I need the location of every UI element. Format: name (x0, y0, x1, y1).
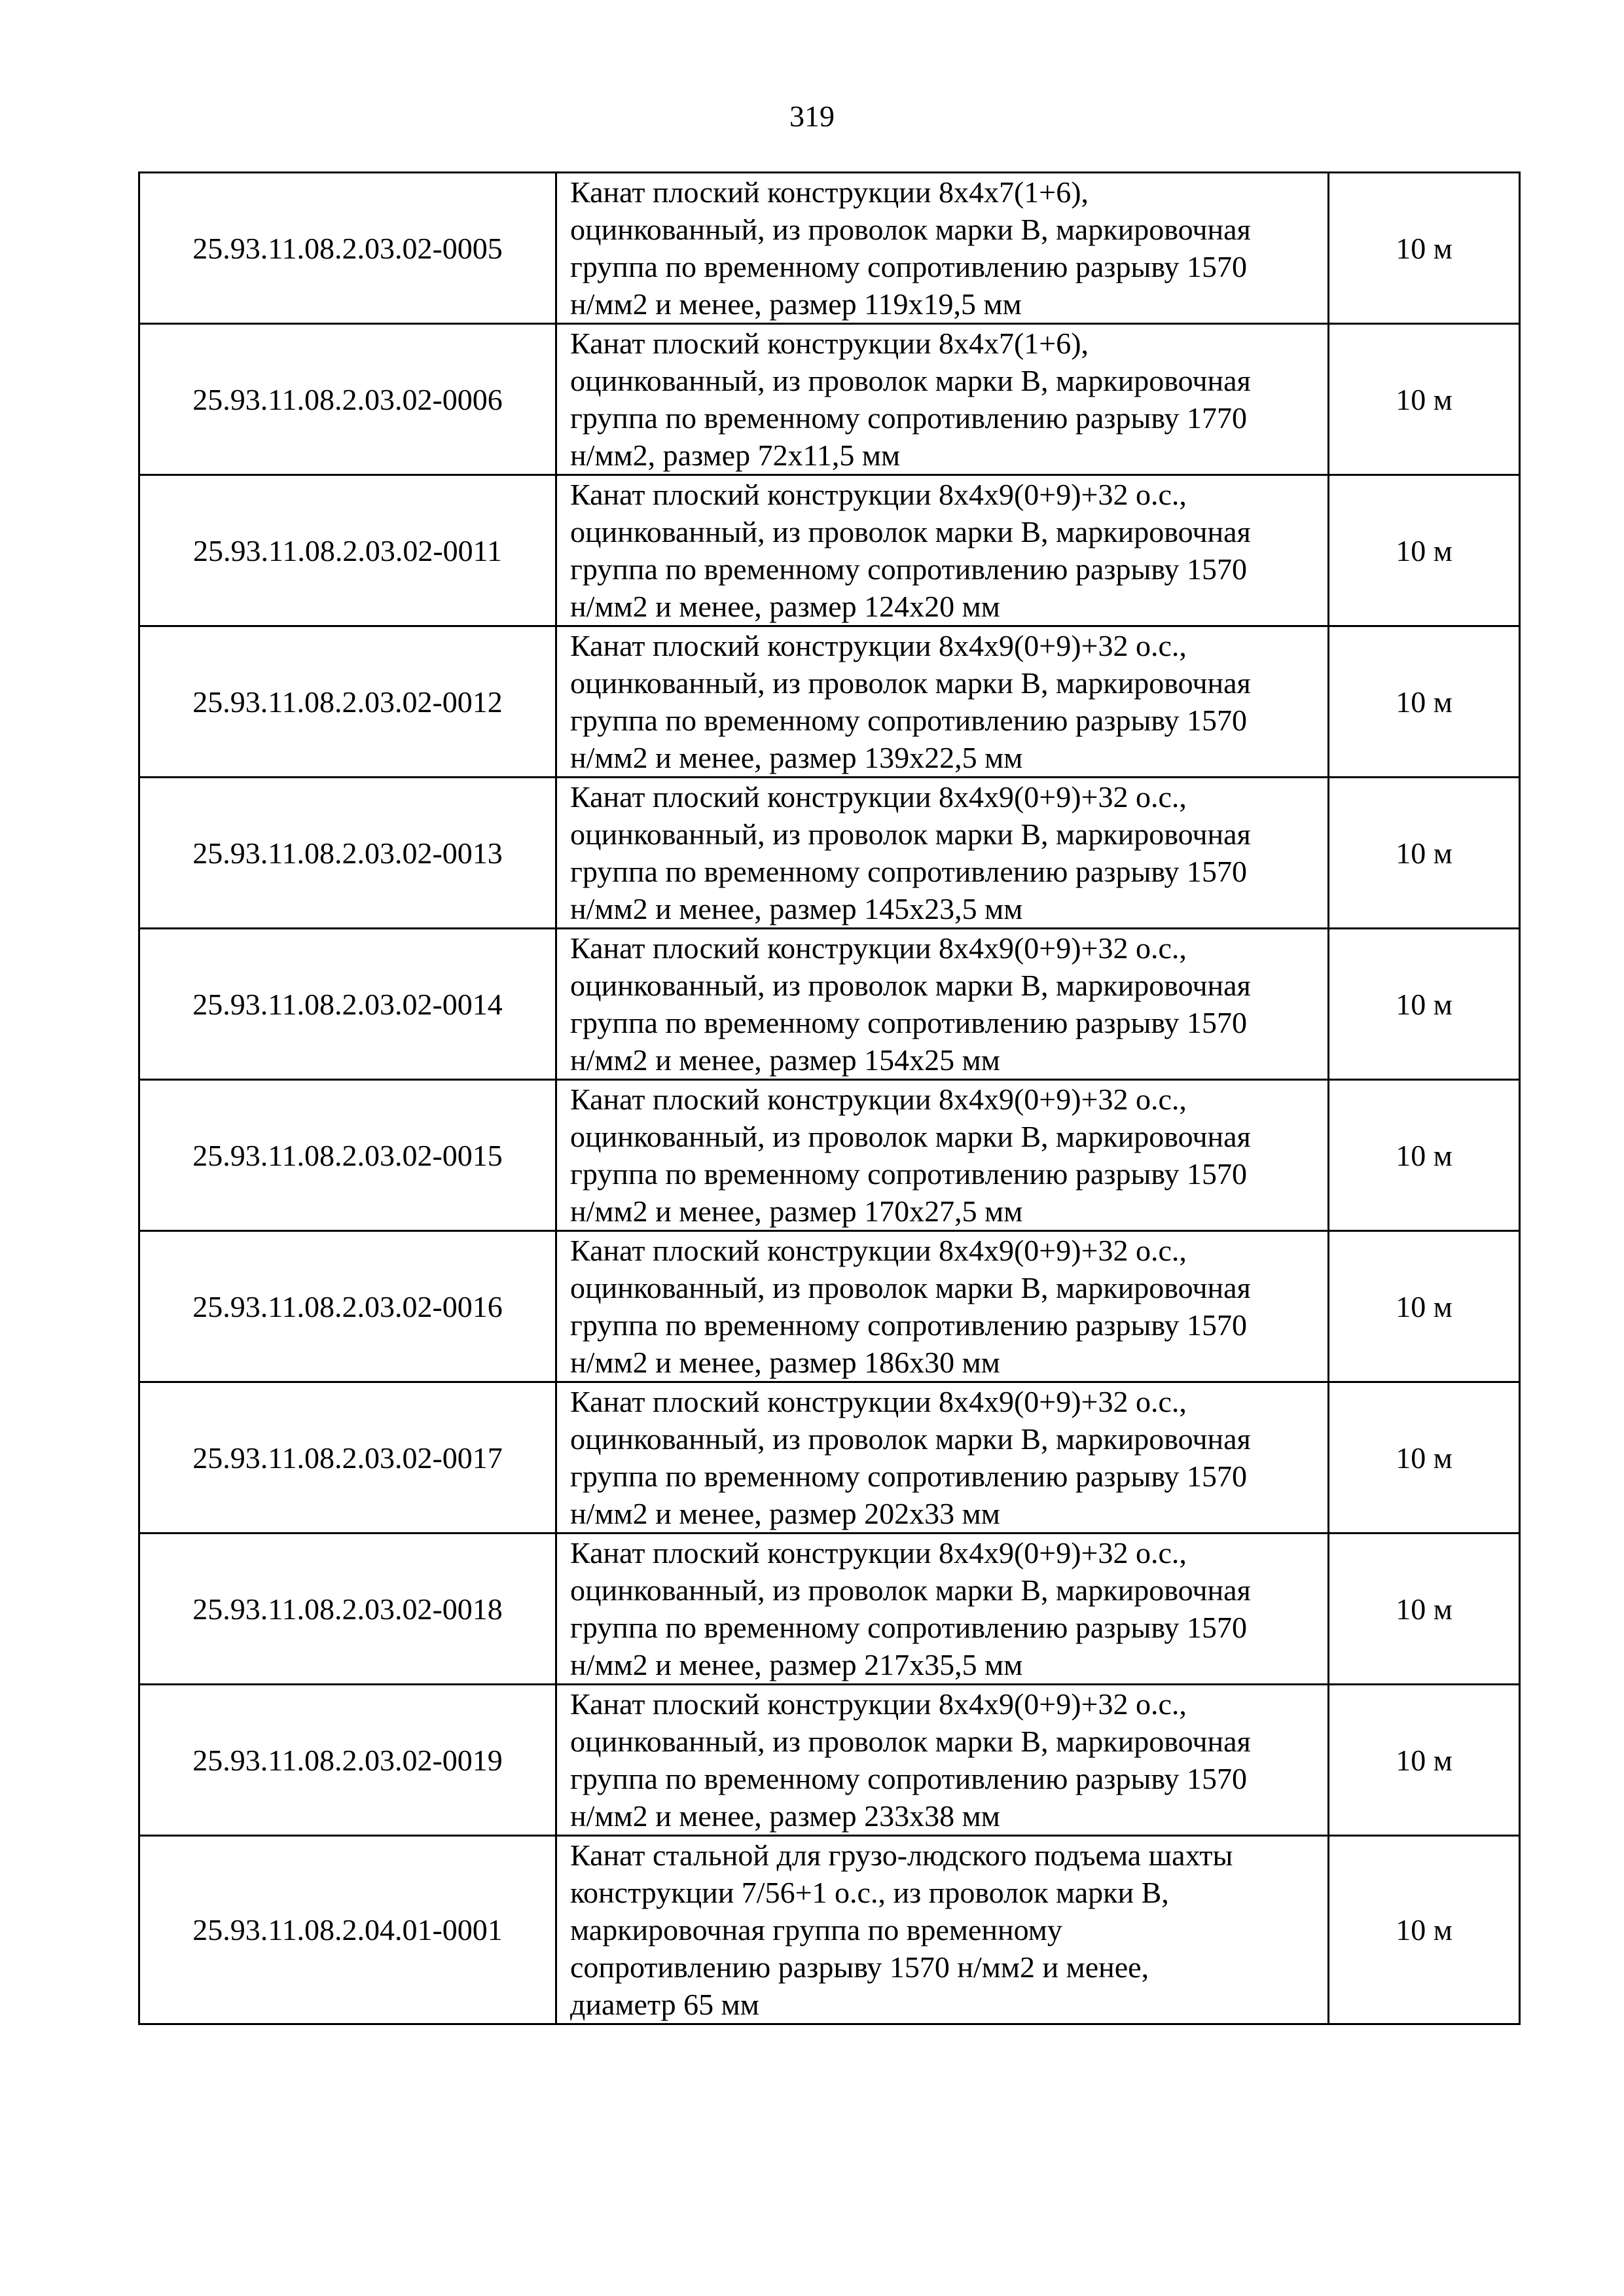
resource-description-cell (556, 778, 1329, 929)
resource-description-cell (556, 475, 1329, 626)
description-line: группа по временному сопротивлению разрыву 1570 (570, 1460, 1248, 1493)
description-line: Канат плоский конструкции 8х4х9(0+9)+32 о.с., (570, 478, 1187, 511)
resource-description-cell (556, 1685, 1329, 1836)
resource-code-cell: 25.93.11.08.2.03.02-0016 (139, 1231, 556, 1382)
table-row (139, 626, 1520, 778)
page-number: 319 (789, 99, 835, 133)
description-line: н/мм2 и менее, размер 124х20 мм (570, 590, 1000, 623)
unit-cell: 10 м (1329, 1836, 1520, 2024)
description-line: группа по временному сопротивлению разрыву 1570 (570, 704, 1248, 737)
description-line: н/мм2 и менее, размер 202х33 мм (570, 1497, 1000, 1530)
description-line: диаметр 65 мм (570, 1988, 759, 2021)
description-line: Канат плоский конструкции 8х4х9(0+9)+32 о.с., (570, 629, 1187, 662)
resource-code-cell: 25.93.11.08.2.03.02-0014 (139, 929, 556, 1080)
description-line: группа по временному сопротивлению разрыву 1570 (570, 552, 1248, 586)
unit-cell: 10 м (1329, 929, 1520, 1080)
description-line: Канат плоский конструкции 8х4х9(0+9)+32 о.с., (570, 1234, 1187, 1267)
resource-code-cell: 25.93.11.08.2.03.02-0012 (139, 626, 556, 778)
unit-cell: 10 м (1329, 1382, 1520, 1534)
description-line: Канат плоский конструкции 8х4х7(1+6), (570, 175, 1089, 209)
resource-description-cell (556, 626, 1329, 778)
resource-code-cell: 25.93.11.08.2.03.02-0018 (139, 1534, 556, 1685)
unit-cell: 10 м (1329, 778, 1520, 929)
description-line: оцинкованный, из проволок марки В, маркировочная (570, 1725, 1251, 1758)
resource-description-cell (556, 929, 1329, 1080)
resource-code-cell: 25.93.11.08.2.03.02-0005 (139, 173, 556, 324)
resource-code-cell: 25.93.11.08.2.03.02-0019 (139, 1685, 556, 1836)
description-line: Канат плоский конструкции 8х4х9(0+9)+32 о.с., (570, 1687, 1187, 1721)
description-line: оцинкованный, из проволок марки В, маркировочная (570, 515, 1251, 548)
description-line: оцинкованный, из проволок марки В, маркировочная (570, 817, 1251, 851)
table-row (139, 1231, 1520, 1382)
description-line: н/мм2 и менее, размер 170х27,5 мм (570, 1194, 1023, 1228)
resource-code-cell: 25.93.11.08.2.03.02-0006 (139, 324, 556, 475)
table-row (139, 1836, 1520, 2024)
table-row (139, 324, 1520, 475)
description-line: группа по временному сопротивлению разрыву 1570 (570, 1611, 1248, 1644)
resource-description-cell (556, 1080, 1329, 1231)
description-line: н/мм2 и менее, размер 119х19,5 мм (570, 287, 1022, 321)
table-row (139, 1685, 1520, 1836)
description-line: оцинкованный, из проволок марки В, маркировочная (570, 666, 1251, 700)
unit-cell: 10 м (1329, 324, 1520, 475)
description-line: маркировочная группа по временному (570, 1913, 1062, 1946)
resource-code-cell: 25.93.11.08.2.03.02-0011 (139, 475, 556, 626)
unit-cell: 10 м (1329, 1231, 1520, 1382)
resource-code-cell: 25.93.11.08.2.04.01-0001 (139, 1836, 556, 2024)
description-line: оцинкованный, из проволок марки В, маркировочная (570, 364, 1251, 397)
unit-cell: 10 м (1329, 1080, 1520, 1231)
description-line: Канат стальной для грузо-людского подъема шахты (570, 1839, 1233, 1872)
resource-description-cell (556, 1534, 1329, 1685)
description-line: н/мм2 и менее, размер 217х35,5 мм (570, 1648, 1023, 1681)
table-row (139, 1080, 1520, 1231)
description-line: н/мм2, размер 72х11,5 мм (570, 439, 901, 472)
resource-code-cell: 25.93.11.08.2.03.02-0017 (139, 1382, 556, 1534)
description-line: н/мм2 и менее, размер 186х30 мм (570, 1346, 1000, 1379)
description-line: конструкции 7/56+1 о.с., из проволок марки В, (570, 1876, 1169, 1909)
table-row (139, 1534, 1520, 1685)
resource-table (138, 171, 1521, 2025)
description-line: Канат плоский конструкции 8х4х9(0+9)+32 о.с., (570, 931, 1187, 965)
resource-description-cell (556, 1836, 1329, 2024)
description-line: оцинкованный, из проволок марки В, маркировочная (570, 1422, 1251, 1456)
resource-description-cell (556, 173, 1329, 324)
unit-cell: 10 м (1329, 173, 1520, 324)
description-line: группа по временному сопротивлению разрыву 1570 (570, 855, 1248, 888)
description-line: н/мм2 и менее, размер 145х23,5 мм (570, 892, 1023, 925)
resource-code-cell: 25.93.11.08.2.03.02-0013 (139, 778, 556, 929)
unit-cell: 10 м (1329, 475, 1520, 626)
description-line: Канат плоский конструкции 8х4х9(0+9)+32 о.с., (570, 780, 1187, 814)
description-line: Канат плоский конструкции 8х4х7(1+6), (570, 327, 1089, 360)
table-row (139, 778, 1520, 929)
description-line: н/мм2 и менее, размер 154х25 мм (570, 1043, 1000, 1077)
description-line: оцинкованный, из проволок марки В, маркировочная (570, 1573, 1251, 1607)
description-line: н/мм2 и менее, размер 139х22,5 мм (570, 741, 1023, 774)
resource-description-cell (556, 324, 1329, 475)
unit-cell: 10 м (1329, 1534, 1520, 1685)
description-line: группа по временному сопротивлению разрыву 1570 (570, 1308, 1248, 1342)
description-line: оцинкованный, из проволок марки В, маркировочная (570, 1271, 1251, 1304)
description-line: группа по временному сопротивлению разрыву 1770 (570, 401, 1248, 435)
resource-description-cell (556, 1231, 1329, 1382)
description-line: н/мм2 и менее, размер 233х38 мм (570, 1799, 1000, 1833)
resource-description-cell (556, 1382, 1329, 1534)
description-line: оцинкованный, из проволок марки В, маркировочная (570, 1120, 1251, 1153)
table-row (139, 173, 1520, 324)
description-line: сопротивлению разрыву 1570 н/мм2 и менее, (570, 1950, 1149, 1984)
resource-code-cell: 25.93.11.08.2.03.02-0015 (139, 1080, 556, 1231)
description-line: группа по временному сопротивлению разрыву 1570 (570, 1006, 1248, 1039)
description-line: Канат плоский конструкции 8х4х9(0+9)+32 о.с., (570, 1536, 1187, 1570)
table-row (139, 929, 1520, 1080)
description-line: группа по временному сопротивлению разрыву 1570 (570, 1762, 1248, 1795)
description-line: группа по временному сопротивлению разрыву 1570 (570, 1157, 1248, 1191)
description-line: Канат плоский конструкции 8х4х9(0+9)+32 о.с., (570, 1083, 1187, 1116)
table-row (139, 1382, 1520, 1534)
description-line: Канат плоский конструкции 8х4х9(0+9)+32 о.с., (570, 1385, 1187, 1418)
description-line: оцинкованный, из проволок марки В, маркировочная (570, 213, 1251, 246)
table-row (139, 475, 1520, 626)
unit-cell: 10 м (1329, 1685, 1520, 1836)
description-line: оцинкованный, из проволок марки В, маркировочная (570, 969, 1251, 1002)
unit-cell: 10 м (1329, 626, 1520, 778)
description-line: группа по временному сопротивлению разрыву 1570 (570, 250, 1248, 283)
